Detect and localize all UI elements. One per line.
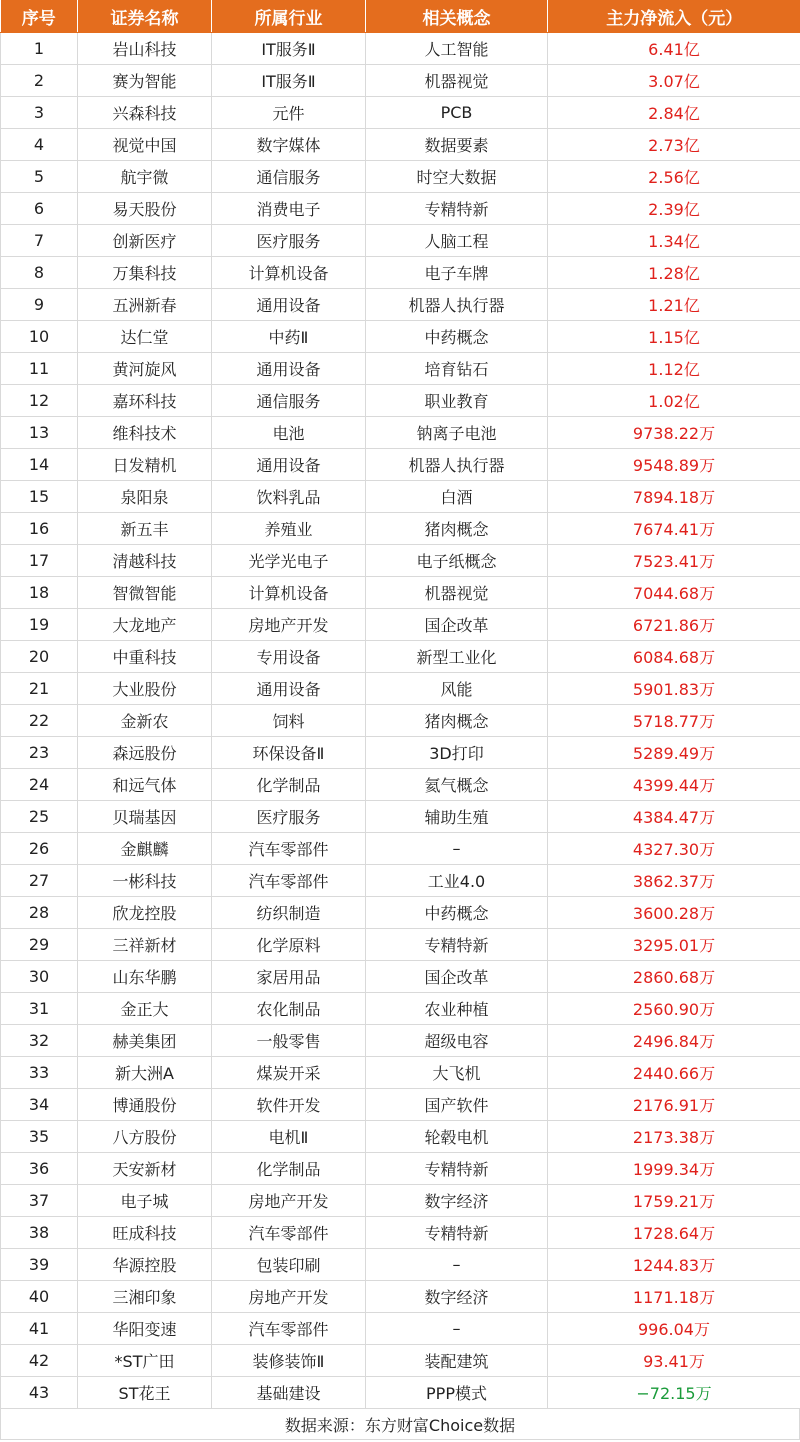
cell-concept: 风能 (366, 673, 548, 705)
cell-net-inflow: 1.02亿 (548, 385, 800, 417)
cell-security-name: 视觉中国 (78, 129, 212, 161)
cell-concept: 装配建筑 (366, 1345, 548, 1377)
cell-industry: 汽车零部件 (212, 1313, 366, 1345)
table-row (1, 705, 800, 737)
cell-concept: 数字经济 (366, 1185, 548, 1217)
table-row (1, 321, 800, 353)
cell-net-inflow: 4399.44万 (548, 769, 800, 801)
cell-net-inflow: 1759.21万 (548, 1185, 800, 1217)
cell-net-inflow: 9738.22万 (548, 417, 800, 449)
cell-net-inflow: 6721.86万 (548, 609, 800, 641)
cell-industry: 光学光电子 (212, 545, 366, 577)
cell-concept: 专精特新 (366, 929, 548, 961)
table-row (1, 929, 800, 961)
cell-net-inflow: 2.56亿 (548, 161, 800, 193)
cell-index: 30 (1, 961, 78, 993)
cell-net-inflow: 1.21亿 (548, 289, 800, 321)
cell-security-name: 大龙地产 (78, 609, 212, 641)
cell-industry: 计算机设备 (212, 577, 366, 609)
cell-industry: 房地产开发 (212, 1185, 366, 1217)
cell-security-name: 五洲新春 (78, 289, 212, 321)
cell-concept: 氦气概念 (366, 769, 548, 801)
cell-concept: 国产软件 (366, 1089, 548, 1121)
cell-concept: 辅助生殖 (366, 801, 548, 833)
cell-security-name: 天安新材 (78, 1153, 212, 1185)
table-row (1, 33, 800, 65)
cell-security-name: 易天股份 (78, 193, 212, 225)
cell-industry: 基础建设 (212, 1377, 366, 1409)
cell-industry: 通信服务 (212, 161, 366, 193)
table-row (1, 1185, 800, 1217)
cell-index: 42 (1, 1345, 78, 1377)
cell-net-inflow: 3600.28万 (548, 897, 800, 929)
table-row (1, 577, 800, 609)
cell-industry: 环保设备Ⅱ (212, 737, 366, 769)
cell-concept: 人脑工程 (366, 225, 548, 257)
cell-security-name: 航宇微 (78, 161, 212, 193)
cell-concept: 中药概念 (366, 321, 548, 353)
cell-index: 15 (1, 481, 78, 513)
cell-security-name: 山东华鹏 (78, 961, 212, 993)
cell-concept: 国企改革 (366, 961, 548, 993)
cell-security-name: 森远股份 (78, 737, 212, 769)
cell-concept: 专精特新 (366, 193, 548, 225)
cell-industry: 装修装饰Ⅱ (212, 1345, 366, 1377)
table-row (1, 1249, 800, 1281)
cell-index: 39 (1, 1249, 78, 1281)
cell-security-name: 创新医疗 (78, 225, 212, 257)
cell-index: 41 (1, 1313, 78, 1345)
cell-index: 33 (1, 1057, 78, 1089)
cell-index: 22 (1, 705, 78, 737)
table-row (1, 801, 800, 833)
cell-concept: PCB (366, 97, 548, 129)
cell-concept: 农业种植 (366, 993, 548, 1025)
cell-net-inflow: 2173.38万 (548, 1121, 800, 1153)
table-row (1, 673, 800, 705)
table-body (1, 33, 800, 1409)
cell-net-inflow: 1.28亿 (548, 257, 800, 289)
cell-industry: 通用设备 (212, 449, 366, 481)
cell-industry: 房地产开发 (212, 609, 366, 641)
header-security-name: 证券名称 (78, 0, 212, 33)
cell-net-inflow: 5901.83万 (548, 673, 800, 705)
cell-industry: 饮料乳品 (212, 481, 366, 513)
cell-industry: 纺织制造 (212, 897, 366, 929)
header-concept: 相关概念 (366, 0, 548, 33)
table-row (1, 737, 800, 769)
cell-concept: 3D打印 (366, 737, 548, 769)
cell-net-inflow: 2.73亿 (548, 129, 800, 161)
cell-security-name: 八方股份 (78, 1121, 212, 1153)
cell-security-name: 和远气体 (78, 769, 212, 801)
cell-index: 19 (1, 609, 78, 641)
cell-industry: 消费电子 (212, 193, 366, 225)
cell-industry: 中药Ⅱ (212, 321, 366, 353)
table-row (1, 545, 800, 577)
cell-industry: 专用设备 (212, 641, 366, 673)
cell-index: 31 (1, 993, 78, 1025)
cell-net-inflow: 1999.34万 (548, 1153, 800, 1185)
cell-concept: 电子纸概念 (366, 545, 548, 577)
cell-security-name: 泉阳泉 (78, 481, 212, 513)
cell-industry: 房地产开发 (212, 1281, 366, 1313)
cell-index: 21 (1, 673, 78, 705)
cell-concept: 机器人执行器 (366, 289, 548, 321)
table-row (1, 609, 800, 641)
cell-net-inflow: 3295.01万 (548, 929, 800, 961)
table-row (1, 769, 800, 801)
table-row (1, 513, 800, 545)
cell-net-inflow: 7894.18万 (548, 481, 800, 513)
cell-security-name: 兴森科技 (78, 97, 212, 129)
cell-security-name: 金正大 (78, 993, 212, 1025)
cell-index: 26 (1, 833, 78, 865)
table-row (1, 417, 800, 449)
cell-net-inflow: 1728.64万 (548, 1217, 800, 1249)
cell-security-name: 金新农 (78, 705, 212, 737)
cell-concept: 专精特新 (366, 1217, 548, 1249)
cell-industry: 包装印刷 (212, 1249, 366, 1281)
cell-industry: 通信服务 (212, 385, 366, 417)
cell-index: 10 (1, 321, 78, 353)
table-row (1, 193, 800, 225)
cell-net-inflow: 9548.89万 (548, 449, 800, 481)
table-row (1, 449, 800, 481)
cell-index: 29 (1, 929, 78, 961)
cell-index: 27 (1, 865, 78, 897)
cell-index: 24 (1, 769, 78, 801)
cell-index: 43 (1, 1377, 78, 1409)
table-row (1, 1057, 800, 1089)
table-row (1, 65, 800, 97)
cell-industry: 计算机设备 (212, 257, 366, 289)
cell-index: 9 (1, 289, 78, 321)
cell-industry: 化学制品 (212, 1153, 366, 1185)
cell-index: 4 (1, 129, 78, 161)
cell-net-inflow: 6.41亿 (548, 33, 800, 65)
cell-index: 1 (1, 33, 78, 65)
table-row (1, 1377, 800, 1409)
cell-index: 2 (1, 65, 78, 97)
table-row (1, 257, 800, 289)
table-row (1, 225, 800, 257)
cell-net-inflow: 2496.84万 (548, 1025, 800, 1057)
cell-industry: 一般零售 (212, 1025, 366, 1057)
cell-industry: 通用设备 (212, 673, 366, 705)
cell-security-name: 嘉环科技 (78, 385, 212, 417)
cell-index: 11 (1, 353, 78, 385)
cell-net-inflow: 1.12亿 (548, 353, 800, 385)
cell-net-inflow: 7674.41万 (548, 513, 800, 545)
cell-net-inflow: 5718.77万 (548, 705, 800, 737)
cell-concept: 中药概念 (366, 897, 548, 929)
cell-security-name: 三湘印象 (78, 1281, 212, 1313)
cell-concept: – (366, 1313, 548, 1345)
cell-net-inflow: 2560.90万 (548, 993, 800, 1025)
cell-concept: 培育钻石 (366, 353, 548, 385)
cell-net-inflow: 5289.49万 (548, 737, 800, 769)
table-row (1, 97, 800, 129)
cell-security-name: 新大洲A (78, 1057, 212, 1089)
cell-security-name: 旺成科技 (78, 1217, 212, 1249)
cell-net-inflow: 7044.68万 (548, 577, 800, 609)
cell-net-inflow: 93.41万 (548, 1345, 800, 1377)
table-row (1, 993, 800, 1025)
cell-concept: 超级电容 (366, 1025, 548, 1057)
cell-industry: 汽车零部件 (212, 865, 366, 897)
cell-industry: 医疗服务 (212, 225, 366, 257)
cell-net-inflow: 2.39亿 (548, 193, 800, 225)
cell-concept: 白酒 (366, 481, 548, 513)
cell-security-name: 大业股份 (78, 673, 212, 705)
table-row (1, 1281, 800, 1313)
cell-index: 34 (1, 1089, 78, 1121)
table-row (1, 897, 800, 929)
cell-index: 6 (1, 193, 78, 225)
cell-index: 5 (1, 161, 78, 193)
cell-net-inflow: 2440.66万 (548, 1057, 800, 1089)
cell-security-name: 博通股份 (78, 1089, 212, 1121)
cell-industry: 通用设备 (212, 289, 366, 321)
cell-index: 12 (1, 385, 78, 417)
cell-net-inflow: 1.34亿 (548, 225, 800, 257)
cell-concept: 数字经济 (366, 1281, 548, 1313)
cell-concept: 钠离子电池 (366, 417, 548, 449)
table-row (1, 1313, 800, 1345)
table-header-row (1, 0, 800, 33)
cell-index: 17 (1, 545, 78, 577)
cell-index: 35 (1, 1121, 78, 1153)
cell-index: 13 (1, 417, 78, 449)
cell-industry: 电机Ⅱ (212, 1121, 366, 1153)
cell-security-name: 电子城 (78, 1185, 212, 1217)
cell-net-inflow: 2176.91万 (548, 1089, 800, 1121)
cell-industry: 饲料 (212, 705, 366, 737)
cell-security-name: 黄河旋风 (78, 353, 212, 385)
cell-concept: – (366, 833, 548, 865)
cell-concept: 机器视觉 (366, 577, 548, 609)
cell-industry: 煤炭开采 (212, 1057, 366, 1089)
cell-industry: 通用设备 (212, 353, 366, 385)
cell-index: 20 (1, 641, 78, 673)
cell-security-name: 贝瑞基因 (78, 801, 212, 833)
cell-net-inflow: 996.04万 (548, 1313, 800, 1345)
cell-net-inflow: 2860.68万 (548, 961, 800, 993)
cell-concept: 人工智能 (366, 33, 548, 65)
cell-index: 36 (1, 1153, 78, 1185)
cell-concept: PPP模式 (366, 1377, 548, 1409)
header-net-inflow: 主力净流入（元） (548, 0, 800, 33)
cell-industry: 医疗服务 (212, 801, 366, 833)
cell-security-name: 万集科技 (78, 257, 212, 289)
cell-concept: 工业4.0 (366, 865, 548, 897)
cell-index: 37 (1, 1185, 78, 1217)
table-row (1, 1217, 800, 1249)
table-row (1, 1153, 800, 1185)
cell-index: 3 (1, 97, 78, 129)
cell-net-inflow: −72.15万 (548, 1377, 800, 1409)
cell-index: 8 (1, 257, 78, 289)
cell-security-name: ST花王 (78, 1377, 212, 1409)
table-row (1, 641, 800, 673)
cell-concept: 机器人执行器 (366, 449, 548, 481)
cell-industry: 化学原料 (212, 929, 366, 961)
cell-concept: 电子车牌 (366, 257, 548, 289)
cell-net-inflow: 4327.30万 (548, 833, 800, 865)
cell-industry: 农化制品 (212, 993, 366, 1025)
cell-index: 7 (1, 225, 78, 257)
cell-concept: 专精特新 (366, 1153, 548, 1185)
cell-industry: IT服务Ⅱ (212, 33, 366, 65)
table-row (1, 1345, 800, 1377)
table-row (1, 865, 800, 897)
cell-security-name: 新五丰 (78, 513, 212, 545)
cell-net-inflow: 3.07亿 (548, 65, 800, 97)
table-row (1, 129, 800, 161)
cell-index: 18 (1, 577, 78, 609)
data-source-footer: 数据来源：东方财富Choice数据 (0, 1409, 800, 1440)
cell-index: 32 (1, 1025, 78, 1057)
cell-security-name: 维科技术 (78, 417, 212, 449)
table-row (1, 1121, 800, 1153)
table-row (1, 961, 800, 993)
cell-security-name: 华源控股 (78, 1249, 212, 1281)
table-row (1, 1025, 800, 1057)
cell-index: 28 (1, 897, 78, 929)
header-index: 序号 (1, 0, 78, 33)
table-row (1, 385, 800, 417)
cell-security-name: 智微智能 (78, 577, 212, 609)
cell-security-name: 金麒麟 (78, 833, 212, 865)
cell-security-name: 达仁堂 (78, 321, 212, 353)
table-row (1, 353, 800, 385)
cell-index: 40 (1, 1281, 78, 1313)
cell-security-name: 赛为智能 (78, 65, 212, 97)
cell-security-name: 岩山科技 (78, 33, 212, 65)
cell-index: 38 (1, 1217, 78, 1249)
cell-industry: IT服务Ⅱ (212, 65, 366, 97)
cell-security-name: 三祥新材 (78, 929, 212, 961)
table-row (1, 481, 800, 513)
cell-industry: 汽车零部件 (212, 1217, 366, 1249)
cell-concept: 数据要素 (366, 129, 548, 161)
cell-concept: 国企改革 (366, 609, 548, 641)
cell-index: 16 (1, 513, 78, 545)
cell-industry: 软件开发 (212, 1089, 366, 1121)
cell-security-name: 日发精机 (78, 449, 212, 481)
cell-net-inflow: 1.15亿 (548, 321, 800, 353)
cell-industry: 数字媒体 (212, 129, 366, 161)
table-row (1, 161, 800, 193)
cell-industry: 元件 (212, 97, 366, 129)
cell-concept: 大飞机 (366, 1057, 548, 1089)
cell-industry: 电池 (212, 417, 366, 449)
cell-concept: 猪肉概念 (366, 513, 548, 545)
cell-security-name: 一彬科技 (78, 865, 212, 897)
cell-concept: 轮毂电机 (366, 1121, 548, 1153)
cell-concept: 猪肉概念 (366, 705, 548, 737)
cell-net-inflow: 6084.68万 (548, 641, 800, 673)
table-row (1, 289, 800, 321)
cell-security-name: 华阳变速 (78, 1313, 212, 1345)
cell-industry: 家居用品 (212, 961, 366, 993)
cell-industry: 化学制品 (212, 769, 366, 801)
cell-index: 23 (1, 737, 78, 769)
cell-net-inflow: 1171.18万 (548, 1281, 800, 1313)
cell-net-inflow: 4384.47万 (548, 801, 800, 833)
cell-net-inflow: 1244.83万 (548, 1249, 800, 1281)
cell-security-name: 赫美集团 (78, 1025, 212, 1057)
cell-concept: 时空大数据 (366, 161, 548, 193)
cell-concept: 机器视觉 (366, 65, 548, 97)
cell-net-inflow: 7523.41万 (548, 545, 800, 577)
cell-security-name: 欣龙控股 (78, 897, 212, 929)
cell-concept: 职业教育 (366, 385, 548, 417)
header-industry: 所属行业 (212, 0, 366, 33)
cell-security-name: 清越科技 (78, 545, 212, 577)
cell-industry: 汽车零部件 (212, 833, 366, 865)
cell-concept: 新型工业化 (366, 641, 548, 673)
cell-index: 25 (1, 801, 78, 833)
cell-security-name: *ST广田 (78, 1345, 212, 1377)
cell-security-name: 中重科技 (78, 641, 212, 673)
cell-concept: – (366, 1249, 548, 1281)
table-row (1, 833, 800, 865)
cell-industry: 养殖业 (212, 513, 366, 545)
cell-net-inflow: 2.84亿 (548, 97, 800, 129)
table-row (1, 1089, 800, 1121)
cell-index: 14 (1, 449, 78, 481)
cell-net-inflow: 3862.37万 (548, 865, 800, 897)
